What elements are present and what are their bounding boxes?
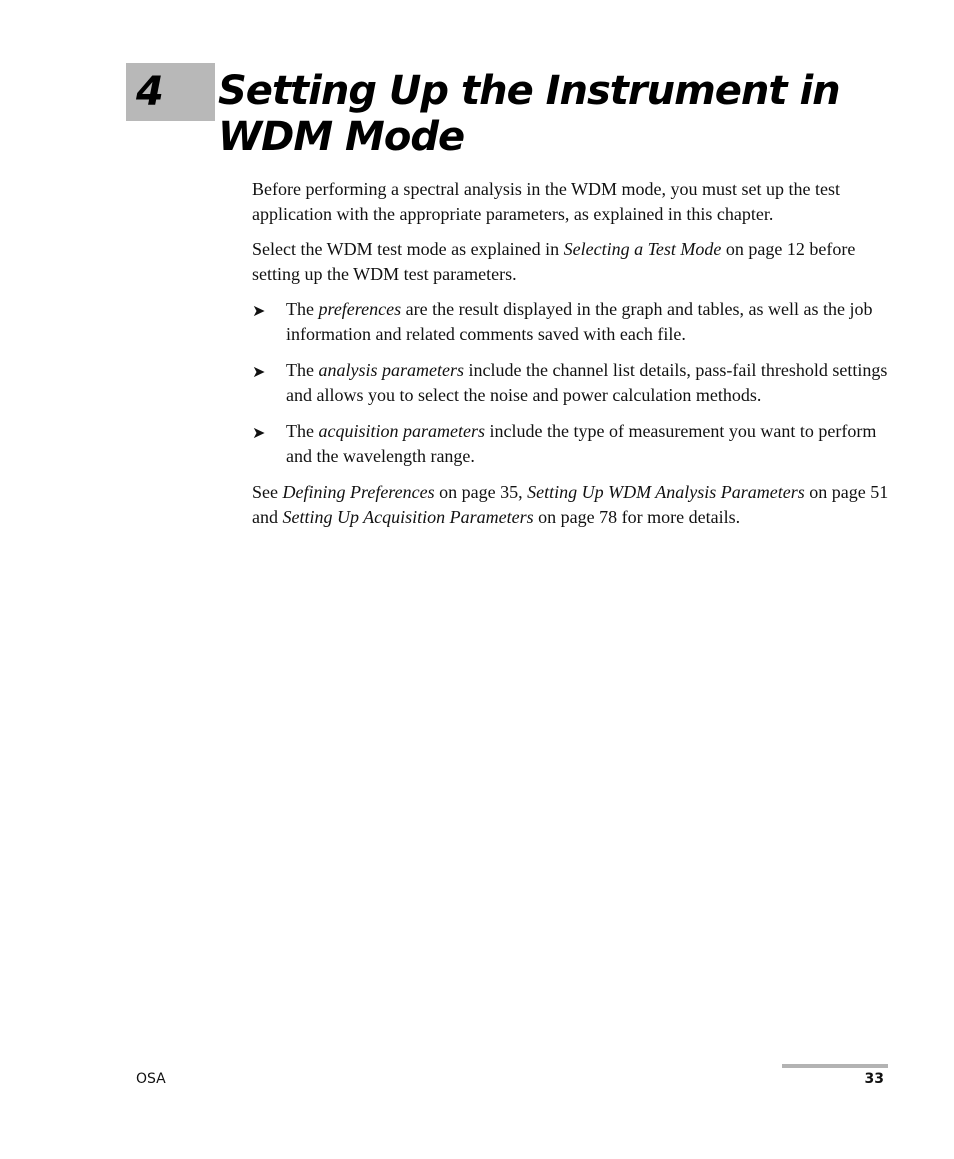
list-item-text: are the result displayed in the graph and tables, as well as the job information and related comments saved with each file.: [286, 299, 873, 344]
bullet-arrow-icon: ➤: [252, 423, 266, 442]
intro-paragraph: Before performing a spectral analysis in the WDM mode, you must set up the test application with the appropriate parameters, as explained in this chapter.: [252, 179, 841, 224]
chapter-title-line2: WDM Mode: [218, 114, 465, 160]
paragraph-text: See: [252, 482, 283, 502]
chapter-number: 4: [136, 69, 164, 115]
cross-reference-acquisition-parameters: Setting Up Acquisition Parameters: [282, 507, 534, 527]
bullet-list: [252, 297, 892, 469]
list-item-text: The: [286, 299, 319, 319]
chapter-title: [218, 68, 908, 160]
bullet-arrow-icon: ➤: [252, 362, 266, 381]
list-item-preferences: [252, 297, 892, 347]
footer-product-name: OSA: [136, 1071, 166, 1087]
bullet-arrow-icon: ➤: [252, 301, 266, 320]
select-mode-paragraph: [252, 237, 892, 287]
footer-rule: [782, 1064, 888, 1068]
cross-reference-defining-preferences: Defining Preferences: [282, 482, 435, 502]
paragraph-text: on page 51 and: [252, 482, 889, 527]
list-item-text: include the type of measurement you want to perform and the wavelength range.: [286, 421, 877, 466]
chapter-body: [252, 177, 892, 540]
page-number: 33: [864, 1071, 884, 1087]
list-item-acquisition-parameters: [252, 419, 892, 469]
list-item-analysis-parameters: [252, 358, 892, 408]
paragraph-text: on page 35,: [434, 482, 528, 502]
list-item-text: The: [286, 360, 319, 380]
paragraph-text: on page 12 before setting up the WDM test parameters.: [252, 239, 856, 284]
see-also-paragraph: [252, 480, 892, 530]
chapter-title-line1: Setting Up the Instrument in: [218, 68, 840, 114]
term-analysis-parameters: analysis parameters: [318, 360, 464, 380]
list-item-text: include the channel list details, pass-fail threshold settings and allows you to select the noise and power calculation methods.: [286, 360, 888, 405]
list-item-text: The: [286, 421, 319, 441]
term-acquisition-parameters: acquisition parameters: [318, 421, 485, 441]
cross-reference-wdm-analysis-parameters: Setting Up WDM Analysis Parameters: [527, 482, 805, 502]
paragraph-text: on page 78 for more details.: [533, 507, 741, 527]
cross-reference-selecting-test-mode: Selecting a Test Mode: [563, 239, 722, 259]
paragraph-text: Select the WDM test mode as explained in: [252, 239, 564, 259]
term-preferences: preferences: [318, 299, 402, 319]
